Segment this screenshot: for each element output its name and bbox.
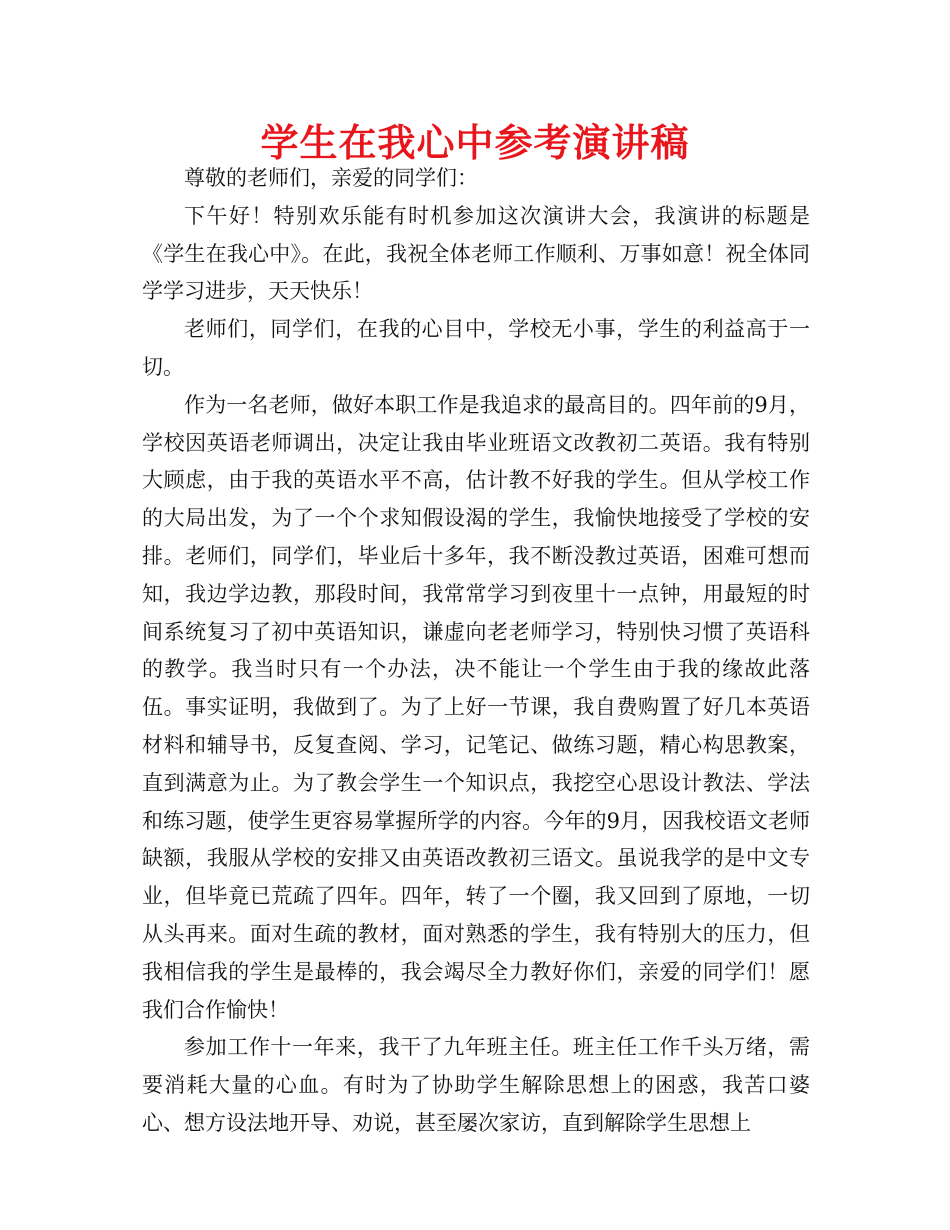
paragraph-greeting: 尊敬的老师们，亲爱的同学们：: [184, 166, 478, 190]
paragraph-students-first: 老师们，同学们，在我的心目中，学校无小事，学生的利益高于一切。: [142, 317, 810, 379]
paragraph-head-teacher: 参加工作十一年来，我干了九年班主任。班主任工作千头万绪，需要消耗大量的心血。有时为了协助学生解除思想上的困惑，我苦口婆心、想方设法地开导、劝说，甚至屡次家访，直到解除学生思想上: [142, 1035, 810, 1135]
paragraph-teaching-story: 作为一名老师，做好本职工作是我追求的最高目的。四年前的9月，学校因英语老师调出，决定让我由毕业班语文改教初二英语。我有特别大顾虑，由于我的英语水平不高，估计教不好我的学生。但从学校工作的大局出发，为了一个个求知假设渴的学生，我愉快地接受了学校的安排。老师们，同学们，毕业后十多年，我不断没教过英语，困难可想而知，我边学边教，那段时间，我常常学习到夜里十一点钟，用最短的时间系统复习了初中英语知识，谦虚向老老师学习，特别快习惯了英语科的教学。我当时只有一个办法，决不能让一个学生由于我的缘故此落伍。事实证明，我做到了。为了上好一节课，我自费购置了好几本英语材料和辅导书，反复查阅、学习，记笔记、做练习题，精心构思教案，直到满意为止。为了教会学生一个知识点，我挖空心思设计教法、学法和练习题，使学生更容易掌握所学的内容。今年的9月，因我校语文老师缺额，我服从学校的安排又由英语改教初三语文。虽说我学的是中文专业，但毕竟已荒疏了四年。四年，转了一个圈，我又回到了原地，一切从头再来。面对生疏的教材，面对熟悉的学生，我有特别大的压力，但我相信我的学生是最棒的，我会竭尽全力教好你们，亲爱的同学们！愿我们合作愉快！: [142, 392, 810, 1022]
document-title: 学生在我心中参考演讲稿: [260, 121, 690, 165]
document-body: [142, 160, 810, 1143]
paragraph-opening: 下午好！特别欢乐能有时机参加这次演讲大会，我演讲的标题是《学生在我心中》。在此，我祝全体老师工作顺利、万事如意！祝全体同学学习进步，天天快乐！: [142, 203, 810, 304]
